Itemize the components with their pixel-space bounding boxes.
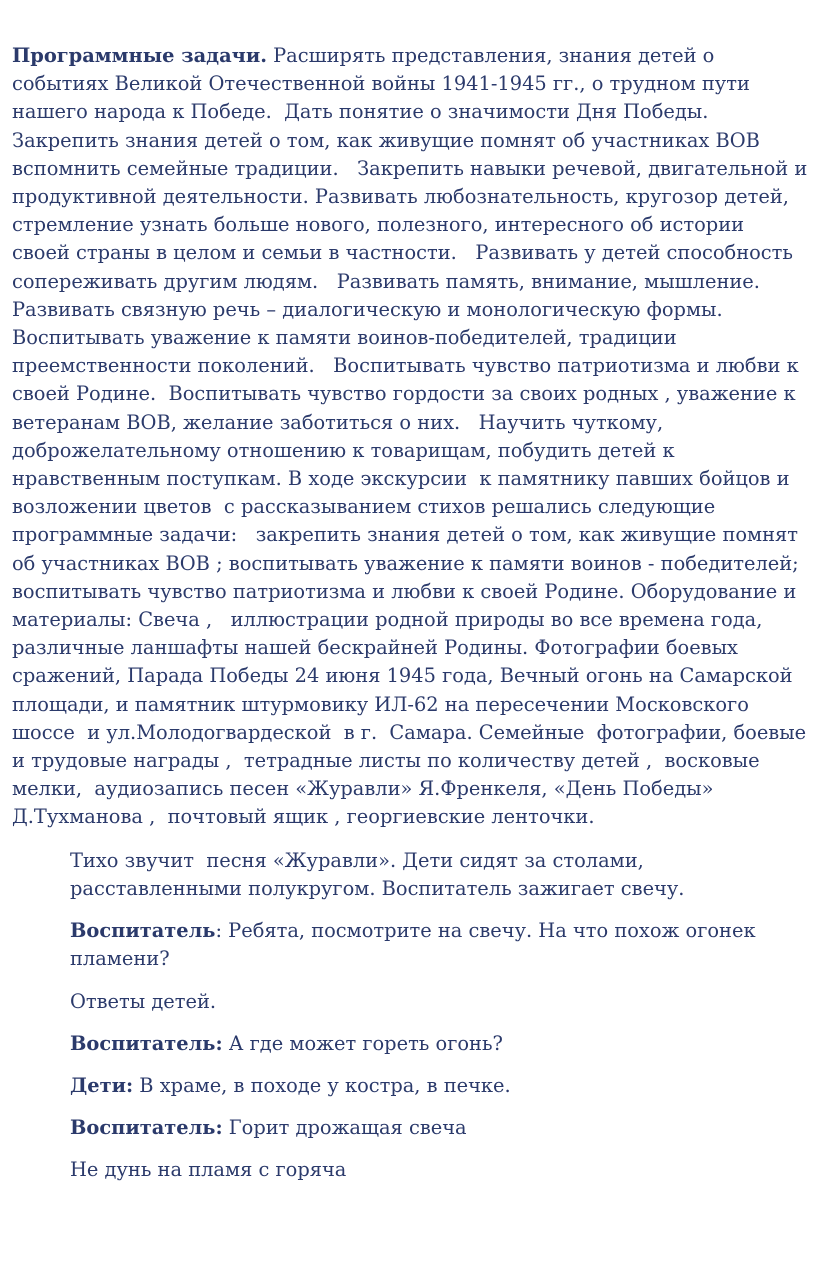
dialogue-speaker: Воспитатель [70, 919, 216, 943]
dialogue-line-teacher-poem [70, 1114, 806, 1142]
dialogue-speaker: Дети: [70, 1073, 134, 1097]
dialogue-line-teacher-question [70, 917, 806, 973]
dialogue-line-children-fire [70, 1072, 806, 1100]
dialogue-speaker: Воспитатель: [70, 1116, 223, 1140]
program-tasks-paragraph [12, 42, 814, 832]
dialogue-line-poem [70, 1156, 806, 1184]
dialogue-line-intro [70, 847, 806, 903]
dialogue-text: Не дунь на пламя с горяча [70, 1158, 347, 1182]
program-tasks-text: Расширять представления, знания детей о событиях Великой Отечественной войны 1941-1945 гг., о трудном пути нашего народа к Победе. Дать понятие о значимости Дня Победы. Закрепить знания детей о том, как живущие помнят об участниках ВОВ вспомнить семейные традиции. Закрепить навыки речевой, двигательной и продуктивной деятельности. Развивать любознательность, кругозор детей, стремление узнать больше нового, полезного, интересного об истории своей страны в целом и семьи в частности. Развивать у детей способность сопереживать другим людям. Развивать память, внимание, мышление. Развивать связную речь – диалогическую и монологическую формы. Воспитывать уважение к памяти воинов-победителей, традиции преемственности поколений. Воспитывать чувство патриотизма и любви к своей Родине. Воспитывать чувство гордости за своих родных , уважение к ветеранам ВОВ, желание заботиться о них. Научить чуткому, доброжелательному отношению к товарищам, побудить детей к нравственным поступкам. В ходе экскурсии к памятнику павших бойцов и возложении цветов с рассказыванием стихов решались следующие программные задачи: закрепить знания детей о том, как живущие помнят об участниках ВОВ ; воспитывать уважение к памяти воинов - победителей; воспитывать чувство патриотизма и любви к своей Родине. Оборудование и материалы: Свеча , иллюстрации родной природы во все времена года, различные ланшафты нашей бескрайней Родины. Фотографии боевых сражений, Парада Победы 24 июня 1945 года, Вечный огонь на Самарской площади, и памятник штурмовику ИЛ-62 на пересечении Московского шоссе и ул.Молодогвардеской в г. Самара. Семейные фотографии, боевые и трудовые награды , тетрадные листы по количеству детей , восковые мелки, аудиозапись песен «Журавли» Я.Френкеля, «День Победы» Д.Тухманова , почтовый ящик , георгиевские ленточки. [12, 44, 814, 829]
dialogue-text: А где может гореть огонь? [222, 1031, 503, 1055]
dialogue-text: Ответы детей. [70, 989, 217, 1013]
document-page [12, 42, 814, 1199]
dialogue-text: Тихо звучит песня «Журавли». Дети сидят за столами, расставленными полукругом. Воспитатель зажигает свечу. [70, 848, 685, 900]
dialogue-text: В храме, в походе у костра, в печке. [133, 1073, 511, 1097]
dialogue-text: : Ребята, посмотрите на свечу. На что похож огонек пламени? [70, 919, 762, 971]
dialogue-line-teacher-fire [70, 1030, 806, 1058]
dialogue-speaker: Воспитатель: [70, 1031, 223, 1055]
dialogue-text: Горит дрожащая свеча [222, 1116, 467, 1140]
dialogue-line-children-answers [70, 988, 806, 1016]
dialogue-block [70, 847, 806, 1185]
program-tasks-heading: Программные задачи. [12, 44, 267, 67]
